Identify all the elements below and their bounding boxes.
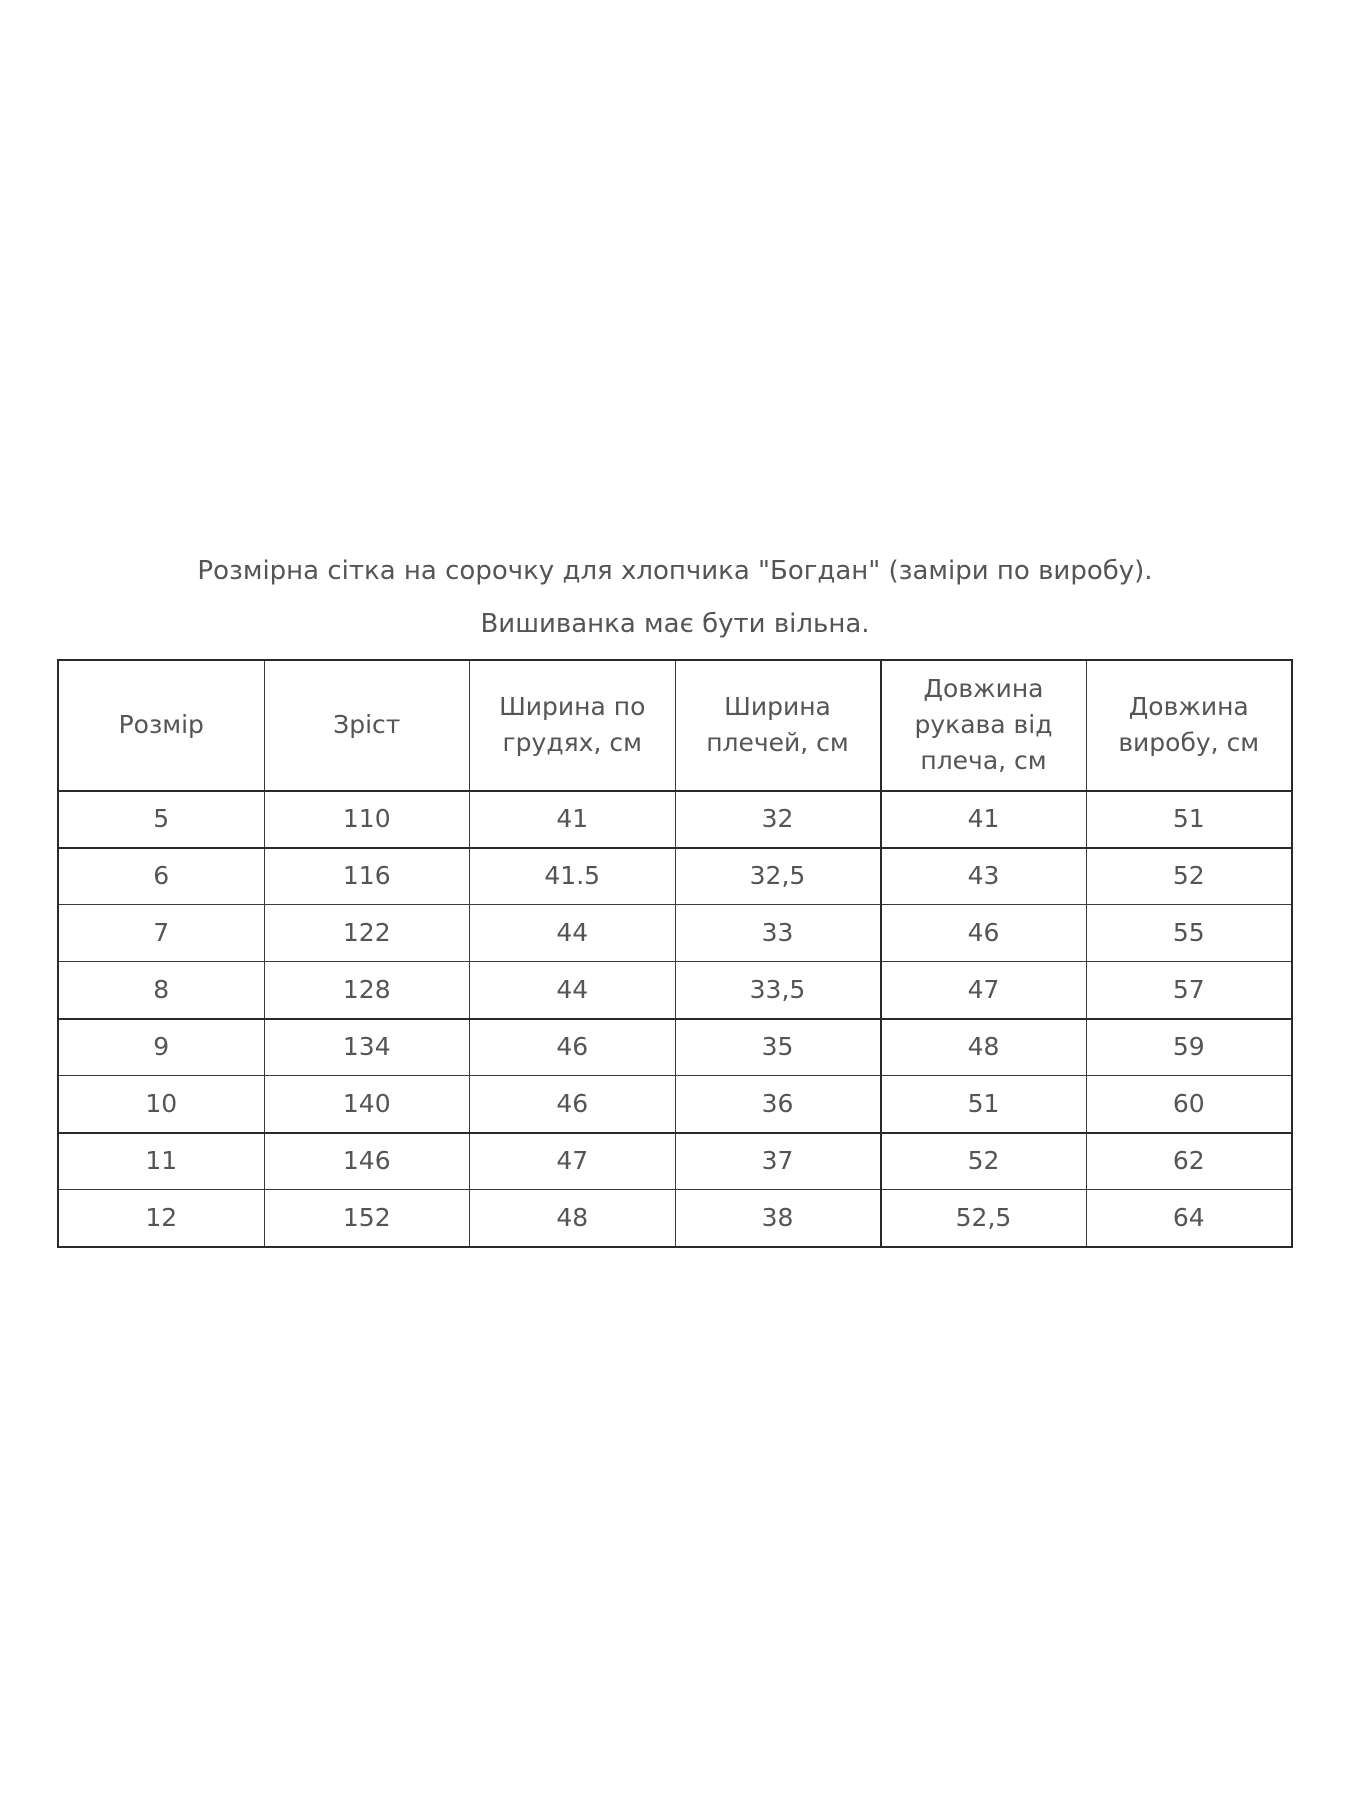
cell-shoulder-width: 32,5 (675, 848, 881, 905)
size-chart-table (58, 660, 1292, 1247)
caption-subtitle: Вишиванка має бути вільна. (480, 609, 870, 639)
table-row (59, 791, 1292, 848)
cell-garment-length: 51 (1086, 791, 1292, 848)
cell-sleeve-length: 48 (881, 1019, 1087, 1076)
cell-height: 122 (264, 905, 470, 962)
table-header (59, 661, 1292, 791)
cell-size: 6 (59, 848, 265, 905)
cell-height: 152 (264, 1190, 470, 1247)
cell-height: 128 (264, 962, 470, 1019)
cell-garment-length: 59 (1086, 1019, 1292, 1076)
cell-height: 110 (264, 791, 470, 848)
cell-sleeve-length: 41 (881, 791, 1087, 848)
cell-chest-width: 48 (470, 1190, 676, 1247)
cell-garment-length: 57 (1086, 962, 1292, 1019)
cell-height: 140 (264, 1076, 470, 1133)
cell-shoulder-width: 32 (675, 791, 881, 848)
table-row (59, 905, 1292, 962)
cell-sleeve-length: 52 (881, 1133, 1087, 1190)
table-body (59, 791, 1292, 1247)
cell-shoulder-width: 37 (675, 1133, 881, 1190)
cell-height: 116 (264, 848, 470, 905)
header-sleeve-length: Довжина рукава від плеча, см (881, 661, 1087, 791)
cell-size: 8 (59, 962, 265, 1019)
cell-garment-length: 52 (1086, 848, 1292, 905)
cell-size: 10 (59, 1076, 265, 1133)
cell-chest-width: 44 (470, 962, 676, 1019)
cell-size: 9 (59, 1019, 265, 1076)
header-height: Зріст (264, 661, 470, 791)
table-row (59, 848, 1292, 905)
cell-garment-length: 64 (1086, 1190, 1292, 1247)
cell-shoulder-width: 33 (675, 905, 881, 962)
cell-garment-length: 60 (1086, 1076, 1292, 1133)
header-row (59, 661, 1292, 791)
cell-chest-width: 46 (470, 1019, 676, 1076)
cell-shoulder-width: 38 (675, 1190, 881, 1247)
header-size: Розмір (59, 661, 265, 791)
cell-chest-width: 41 (470, 791, 676, 848)
table-row (59, 1190, 1292, 1247)
caption-title: Розмірна сітка на сорочку для хлопчика "Богдан" (заміри по виробу). (197, 556, 1153, 586)
cell-size: 12 (59, 1190, 265, 1247)
table-row (59, 962, 1292, 1019)
cell-height: 134 (264, 1019, 470, 1076)
cell-height: 146 (264, 1133, 470, 1190)
cell-garment-length: 62 (1086, 1133, 1292, 1190)
header-chest-width: Ширина по грудях, см (470, 661, 676, 791)
cell-garment-length: 55 (1086, 905, 1292, 962)
cell-size: 11 (59, 1133, 265, 1190)
cell-sleeve-length: 43 (881, 848, 1087, 905)
cell-sleeve-length: 46 (881, 905, 1087, 962)
cell-chest-width: 47 (470, 1133, 676, 1190)
cell-sleeve-length: 52,5 (881, 1190, 1087, 1247)
header-garment-length: Довжина виробу, см (1086, 661, 1292, 791)
cell-shoulder-width: 33,5 (675, 962, 881, 1019)
table-row (59, 1019, 1292, 1076)
cell-sleeve-length: 51 (881, 1076, 1087, 1133)
cell-size: 5 (59, 791, 265, 848)
cell-chest-width: 46 (470, 1076, 676, 1133)
table-row (59, 1133, 1292, 1190)
cell-size: 7 (59, 905, 265, 962)
cell-sleeve-length: 47 (881, 962, 1087, 1019)
header-shoulder-width: Ширина плечей, см (675, 661, 881, 791)
cell-chest-width: 41.5 (470, 848, 676, 905)
cell-shoulder-width: 35 (675, 1019, 881, 1076)
cell-shoulder-width: 36 (675, 1076, 881, 1133)
cell-chest-width: 44 (470, 905, 676, 962)
table-row (59, 1076, 1292, 1133)
